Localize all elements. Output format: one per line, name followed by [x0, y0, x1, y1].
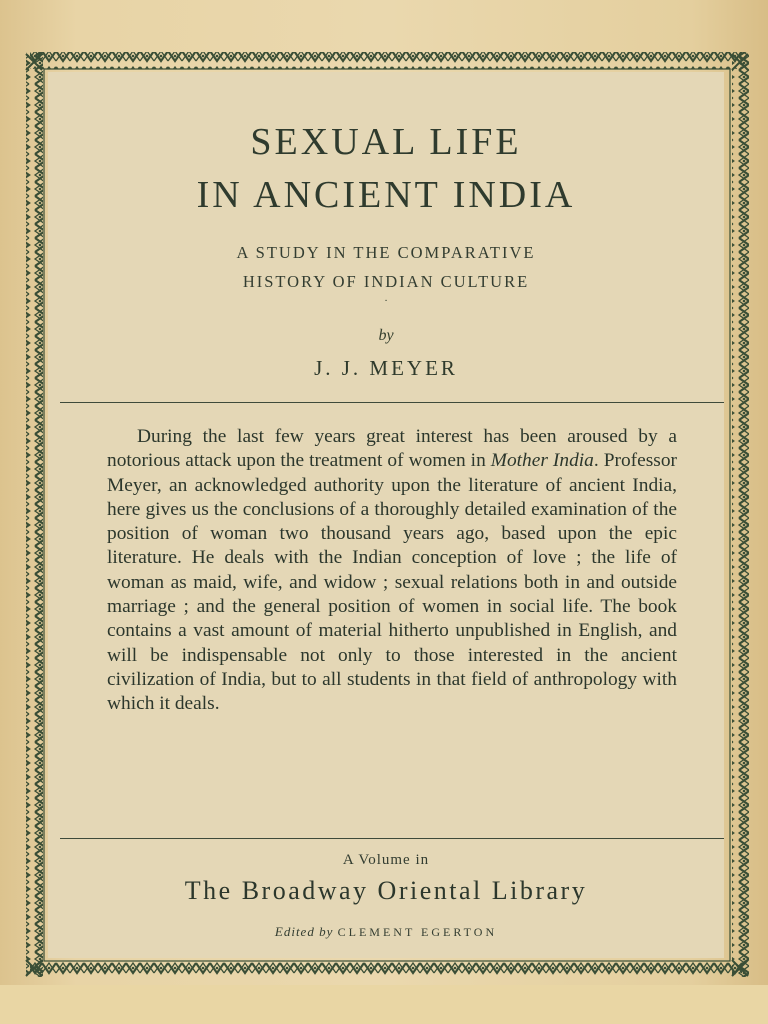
divider-top: [60, 402, 724, 403]
edited-by-label: Edited by: [274, 924, 334, 939]
blurb-book-reference: Mother India: [490, 450, 594, 472]
book-subtitle: [48, 238, 724, 296]
author-name: J. J. MEYER: [314, 356, 458, 380]
editor-line: [48, 924, 724, 940]
blurb-text-end: . Professor Meyer, an acknowledged authority upon the literature of ancient India, here gives us the conclusions of a thoroughly detailed examination of the position of woman two thousand years ago, based upon the epic literature. He deals with the Indian conception of love ; the life of woman as maid, wife, and widow ; sexual relations both in and outside marriage ; and the general position of women in social life. The book contains a vast amount of material hitherto unpublished in English, and will be indispensable not only to those interested in the ancient civilization of India, but to all students in that field of anthropology with which it deals.: [107, 450, 677, 715]
divider-bottom: [60, 838, 724, 839]
volume-in-label: A Volume in: [342, 852, 430, 868]
ornament-dot: ·: [384, 296, 388, 307]
series-name: The Broadway Oriental Library: [184, 876, 588, 905]
by-line: by: [378, 327, 394, 344]
blurb-paragraph: [107, 425, 677, 717]
editor-name: CLEMENT EGERTON: [337, 925, 498, 939]
blurb-text-start: During the last few years great interest has been aroused by a notorious attack upon the treatment of women in: [107, 426, 677, 472]
book-title: [48, 116, 724, 222]
subtitle-line-2: HISTORY OF INDIAN CULTURE: [242, 272, 530, 291]
title-line-2: IN ANCIENT INDIA: [196, 174, 576, 216]
subtitle-line-1: A STUDY IN THE COMPARATIVE: [236, 243, 536, 262]
title-line-1: SEXUAL LIFE: [250, 121, 522, 163]
